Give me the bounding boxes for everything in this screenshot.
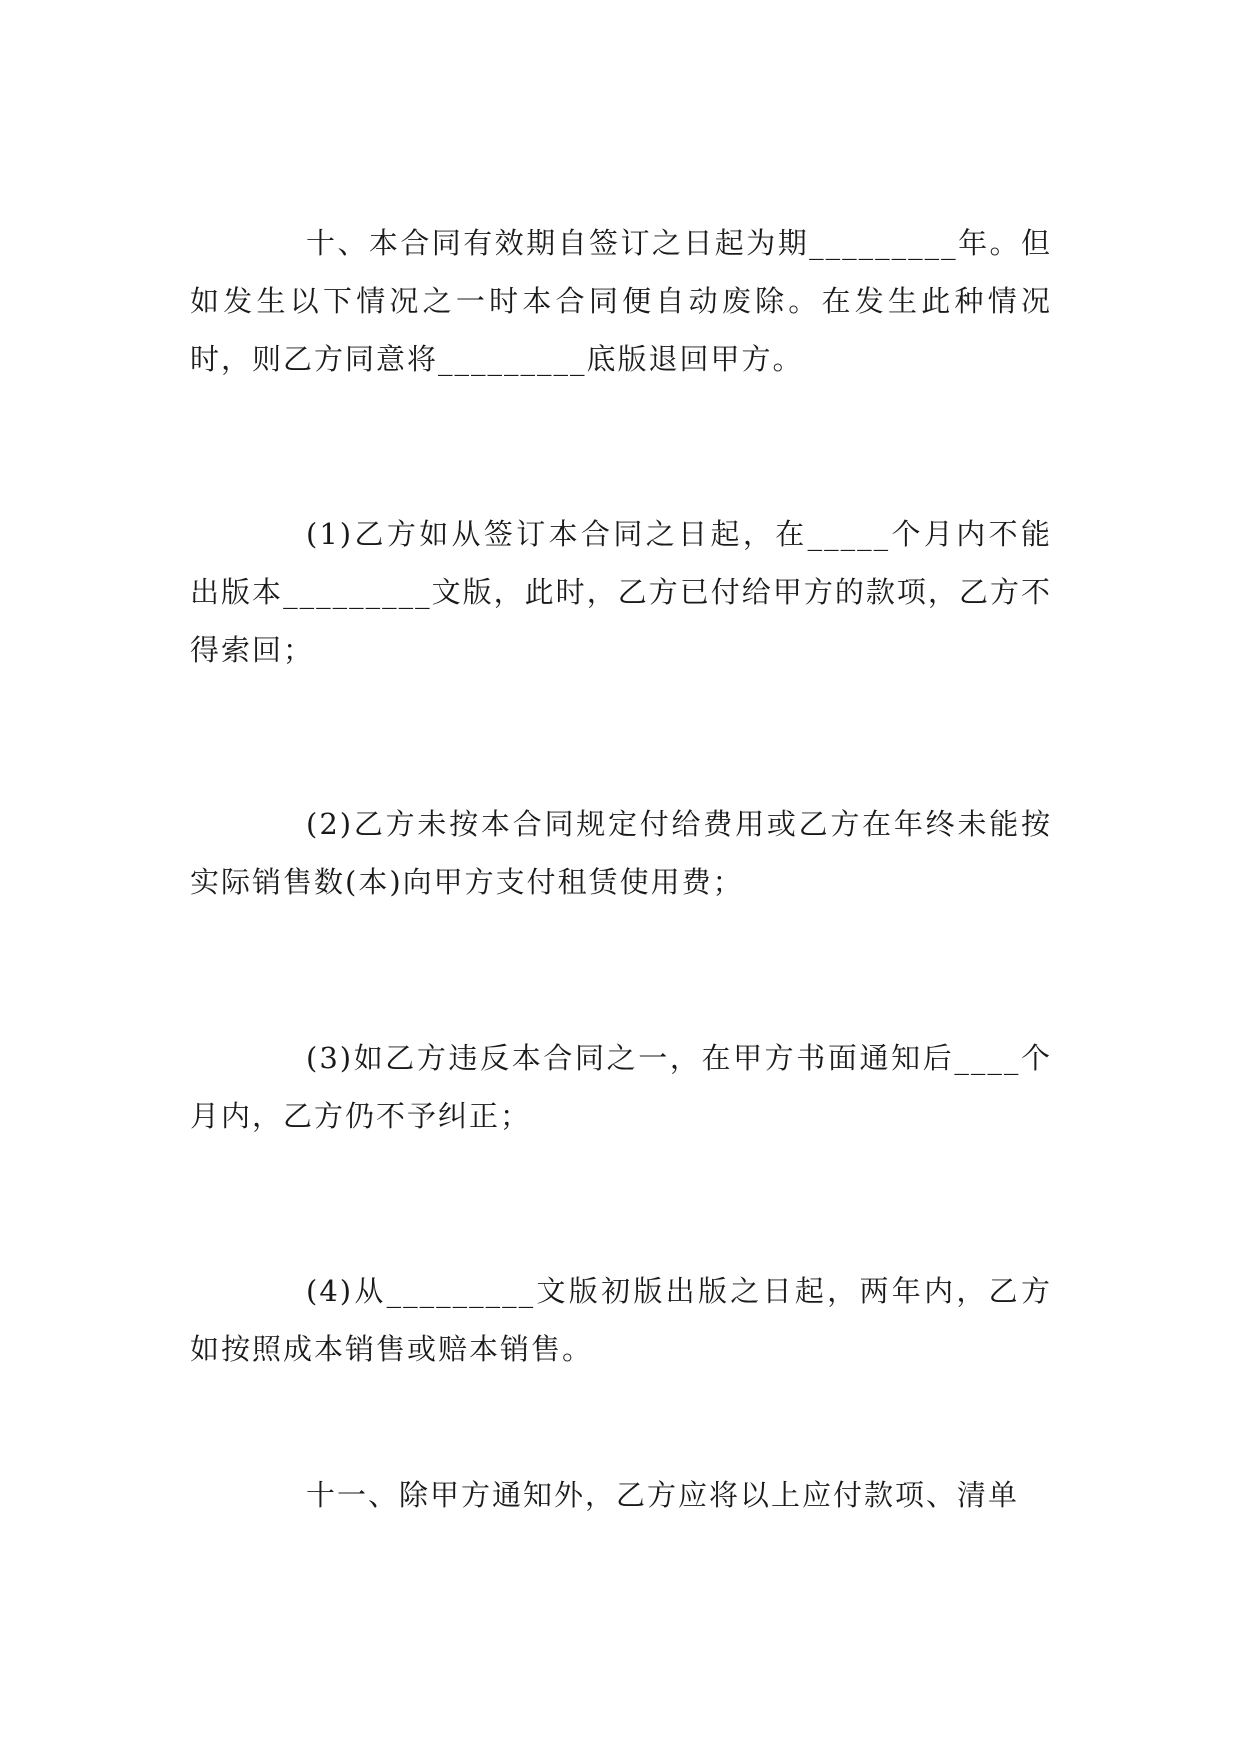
clause-10-item-3: (3)如乙方违反本合同之一，在甲方书面通知后____个月内，乙方仍不予纠正； — [190, 1041, 1052, 1133]
clause-11-paragraph: 十一、除甲方通知外，乙方应将以上应付款项、清单 — [306, 1478, 1020, 1512]
clause-10-item-2: (2)乙方未按本合同规定付给费用或乙方在年终未能按实际销售数(本)向甲方支付租赁使用费； — [190, 807, 1052, 899]
clause-10-item-4: (4)从_________文版初版出版之日起，两年内，乙方如按照成本销售或赔本销售。 — [190, 1274, 1052, 1366]
clause-10-paragraph: 十、本合同有效期自签订之日起为期_________年。但如发生以下情况之一时本合同便自动废除。在发生此种情况时，则乙方同意将_________底版退回甲方。 — [190, 226, 1052, 376]
clause-10-item-1: (1)乙方如从签订本合同之日起，在_____个月内不能出版本_________文版，此时，乙方已付给甲方的款项，乙方不得索回； — [190, 517, 1052, 667]
